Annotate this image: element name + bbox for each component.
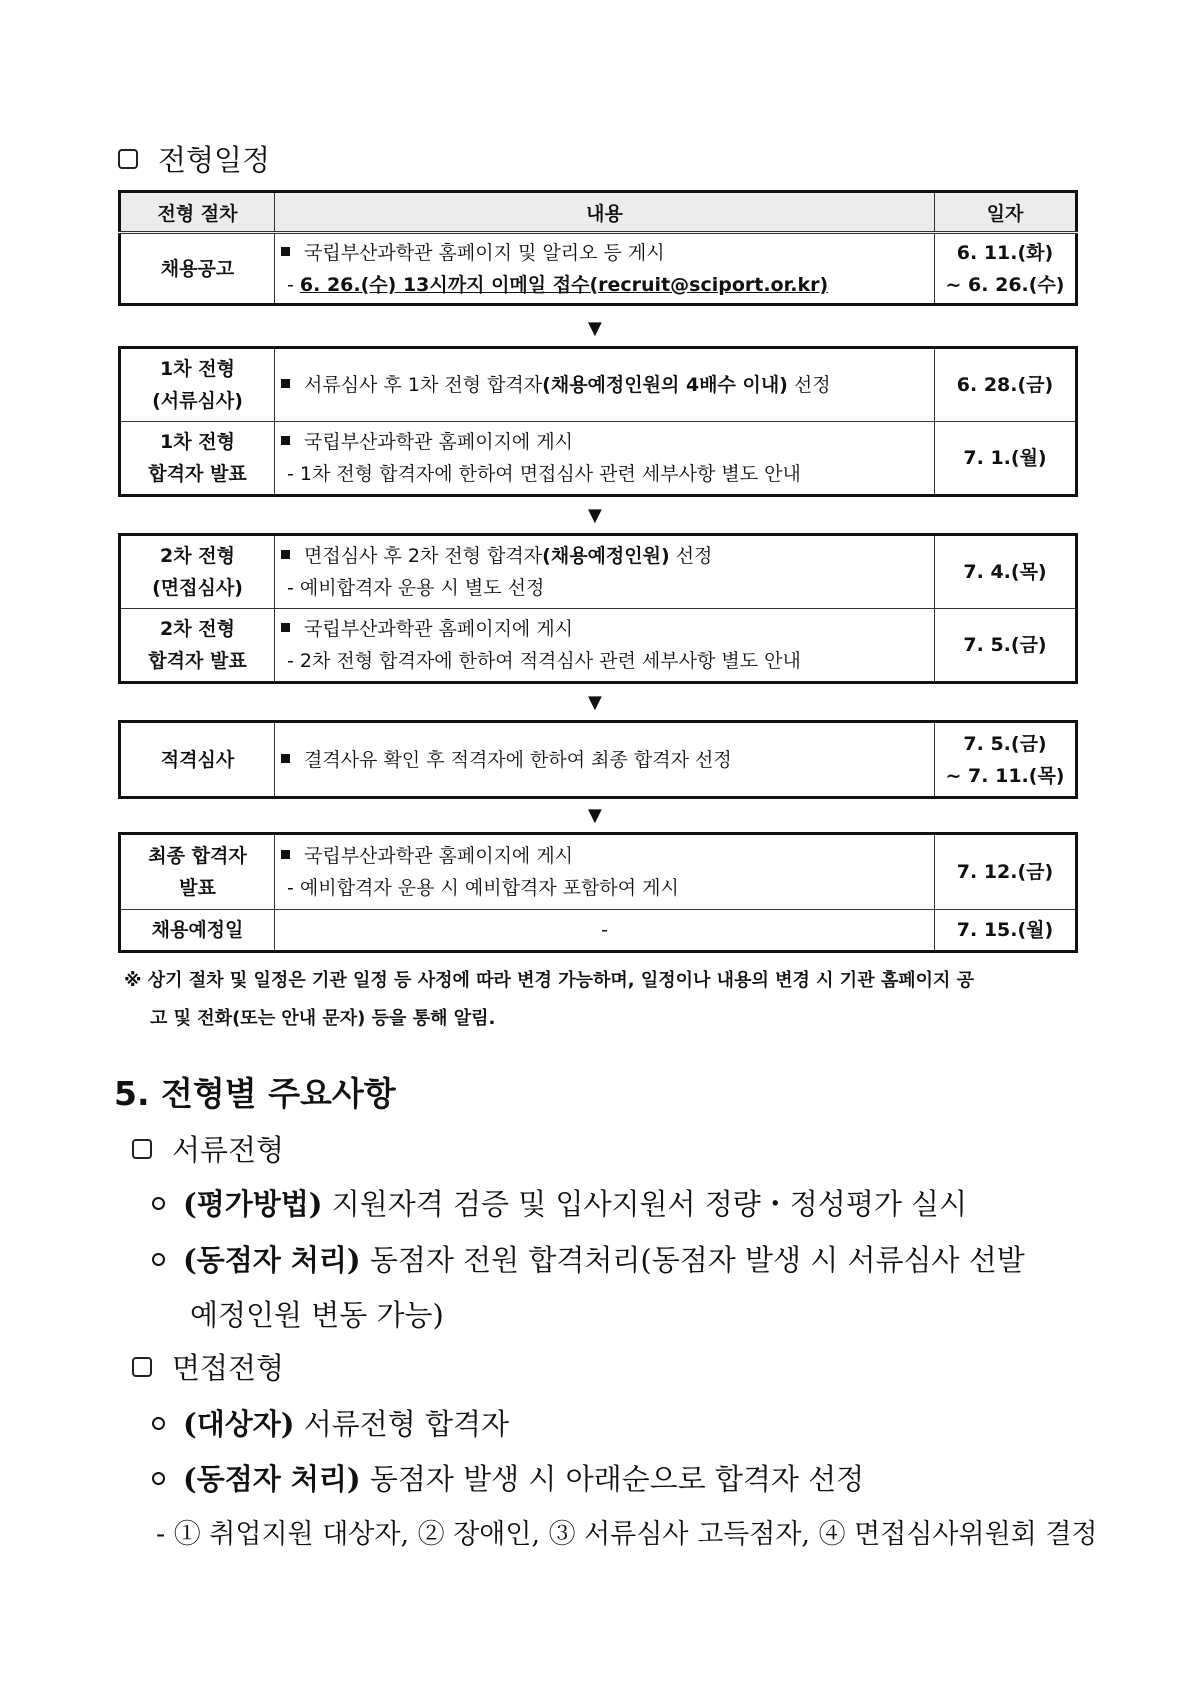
step-cell (120, 722, 275, 798)
step-text: 최종 합격자 (148, 845, 247, 867)
date-cell (935, 348, 1077, 422)
subsection-title-text: 서류전형 (172, 1133, 285, 1167)
square-bullet-icon (281, 247, 290, 256)
down-arrow-icon: ▼ (588, 505, 602, 526)
date-cell (935, 535, 1077, 609)
content-line (281, 237, 928, 269)
bullet-circle-icon (152, 1253, 165, 1266)
checkbox-icon (132, 1139, 152, 1159)
date-text: 7. 1.(월) (963, 447, 1047, 469)
interview-item-2 (152, 1457, 864, 1498)
content-text: 선정 (669, 545, 713, 567)
square-bullet-icon (281, 754, 290, 763)
bullet-circle-icon (152, 1197, 165, 1210)
section-5-heading: 5. 전형별 주요사항 (114, 1074, 396, 1113)
content-text: 예비합격자 운용 시 예비합격자 포함하여 게시 (299, 877, 679, 899)
date-cell (935, 609, 1077, 683)
table-row (120, 910, 1077, 952)
down-arrow-icon: ▼ (588, 805, 602, 826)
step-cell (120, 422, 275, 496)
content-cell (275, 422, 935, 496)
content-text: - (601, 919, 608, 941)
date-text: 6. 11.(화) (956, 241, 1054, 264)
schedule-table-5 (118, 832, 1078, 953)
doc-review-item-1 (152, 1182, 967, 1223)
content-text: 국립부산과학관 홈페이지에 게시 (304, 618, 574, 640)
down-arrow-icon: ▼ (588, 692, 602, 713)
checkbox-icon (118, 149, 138, 169)
content-text: (채용예정인원의 4배수 이내) (542, 374, 788, 396)
content-text: 서류심사 후 1차 전형 합격자 (304, 374, 543, 396)
table-row (120, 609, 1077, 683)
square-bullet-icon (281, 436, 290, 445)
note-line-1: 상기 절차 및 일정은 기관 일정 등 사정에 따라 변경 가능하며, 일정이나 내용의 변경 시 기관 홈페이지 공 (147, 970, 975, 991)
header-content: 내용 (275, 192, 935, 233)
dash-bullet: - (287, 273, 294, 296)
content-text: 결격사유 확인 후 적격자에 한하여 최종 합격자 선정 (304, 748, 732, 771)
step-text: 발표 (179, 877, 216, 899)
item-label: (동점자 처리) (183, 1462, 361, 1496)
checkbox-icon (132, 1357, 152, 1377)
item-text: 서류전형 합격자 (294, 1407, 510, 1441)
date-text: 7. 5.(금) (963, 634, 1047, 656)
content-text: 6. 26.(수) 13시까지 이메일 접수(recruit@sciport.or.kr) (299, 273, 829, 296)
content-cell (275, 722, 935, 798)
step-cell (120, 348, 275, 422)
content-text: 선정 (787, 374, 831, 396)
content-line (281, 914, 928, 946)
date-text: ~ 7. 11.(목) (945, 764, 1065, 787)
bullet-circle-icon (152, 1472, 165, 1485)
date-cell (935, 722, 1077, 798)
square-bullet-icon (281, 850, 290, 859)
content-line (281, 744, 928, 776)
section-title-schedule (118, 138, 270, 179)
content-line (281, 540, 928, 572)
step-text: 합격자 발표 (148, 650, 247, 672)
date-text: 7. 4.(목) (963, 561, 1047, 583)
subsection-title-document-review (132, 1128, 284, 1169)
table-row (120, 233, 1077, 305)
item-text: 지원자격 검증 및 입사지원서 정량・정성평가 실시 (322, 1187, 968, 1221)
table-row (120, 834, 1077, 910)
header-date: 일자 (935, 192, 1077, 233)
content-text: 면접심사 후 2차 전형 합격자 (304, 545, 543, 567)
content-cell (275, 348, 935, 422)
content-cell (275, 834, 935, 910)
square-bullet-icon (281, 623, 290, 632)
note-mark: ※ (124, 970, 142, 991)
subsection-title-interview (132, 1346, 284, 1387)
date-cell (935, 834, 1077, 910)
content-text: 1차 전형 합격자에 한하여 면접심사 관련 세부사항 별도 안내 (299, 463, 801, 485)
table-row (120, 722, 1077, 798)
table-row (120, 348, 1077, 422)
date-text: 7. 5.(금) (963, 732, 1047, 755)
step-cell (120, 535, 275, 609)
note-line-2: 고 및 전화(또는 안내 문자) 등을 통해 알림. (150, 1008, 496, 1029)
content-cell (275, 535, 935, 609)
dash-bullet: - (287, 650, 294, 672)
step-text: (서류심사) (152, 390, 243, 412)
date-text: 6. 28.(금) (956, 374, 1054, 396)
date-cell (935, 233, 1077, 305)
schedule-table-1 (118, 190, 1078, 306)
content-text: 국립부산과학관 홈페이지에 게시 (304, 845, 574, 867)
section-title-text: 전형일정 (158, 143, 271, 177)
date-cell (935, 422, 1077, 496)
dash-bullet: - (287, 577, 294, 599)
step-text: 2차 전형 (160, 618, 235, 640)
content-line (281, 572, 928, 604)
dash-bullet: - (287, 877, 294, 899)
content-line (281, 872, 928, 904)
square-bullet-icon (281, 550, 290, 559)
item-text: 동점자 발생 시 아래순으로 합격자 선정 (360, 1462, 865, 1496)
content-line (281, 426, 928, 458)
dash-bullet: - (287, 463, 294, 485)
step-text: 적격심사 (160, 748, 235, 771)
content-line (281, 269, 928, 301)
step-text: 1차 전형 (160, 431, 235, 453)
content-text: 국립부산과학관 홈페이지에 게시 (304, 431, 574, 453)
down-arrow-icon: ▼ (588, 318, 602, 339)
content-text: 2차 전형 합격자에 한하여 적격심사 관련 세부사항 별도 안내 (299, 650, 801, 672)
date-cell (935, 910, 1077, 952)
square-bullet-icon (281, 379, 290, 388)
step-text: (면접심사) (152, 577, 243, 599)
content-text: 국립부산과학관 홈페이지 및 알리오 등 게시 (304, 241, 665, 264)
step-text: 2차 전형 (160, 545, 235, 567)
content-line (281, 840, 928, 872)
interview-item-3: - ① 취업지원 대상자, ② 장애인, ③ 서류심사 고득점자, ④ 면접심사위원회 결정 (156, 1519, 1098, 1550)
header-step: 전형 절차 (120, 192, 275, 233)
table-row (120, 422, 1077, 496)
schedule-table-4 (118, 720, 1078, 799)
schedule-table-3 (118, 533, 1078, 684)
bullet-circle-icon (152, 1417, 165, 1430)
schedule-note (124, 962, 1084, 1038)
item-label: (대상자) (183, 1407, 295, 1441)
content-cell (275, 910, 935, 952)
content-line (281, 458, 928, 490)
table-row (120, 535, 1077, 609)
content-line (281, 613, 928, 645)
date-text: 7. 15.(월) (956, 919, 1054, 941)
content-text: 예비합격자 운용 시 별도 선정 (299, 577, 545, 599)
content-text: (채용예정인원) (542, 545, 670, 567)
subsection-title-text: 면접전형 (172, 1351, 285, 1385)
content-cell (275, 233, 935, 305)
step-text: 채용공고 (160, 257, 235, 280)
interview-item-1 (152, 1402, 509, 1443)
step-cell (120, 834, 275, 910)
item-text: 동점자 전원 합격처리(동점자 발생 시 서류심사 선발 (360, 1243, 1025, 1277)
step-cell (120, 609, 275, 683)
date-text: ~ 6. 26.(수) (945, 273, 1065, 296)
doc-review-item-2-continued: 예정인원 변동 가능) (190, 1298, 444, 1332)
item-label: (평가방법) (183, 1187, 323, 1221)
content-cell (275, 609, 935, 683)
content-line (281, 645, 928, 677)
step-text: 합격자 발표 (148, 463, 247, 485)
step-text: 채용예정일 (151, 919, 244, 941)
step-text: 1차 전형 (160, 358, 235, 380)
date-text: 7. 12.(금) (956, 861, 1054, 883)
step-cell (120, 910, 275, 952)
doc-review-item-2 (152, 1238, 1025, 1279)
step-cell (120, 233, 275, 305)
item-label: (동점자 처리) (183, 1243, 361, 1277)
schedule-table-2 (118, 346, 1078, 497)
content-line (281, 369, 928, 401)
